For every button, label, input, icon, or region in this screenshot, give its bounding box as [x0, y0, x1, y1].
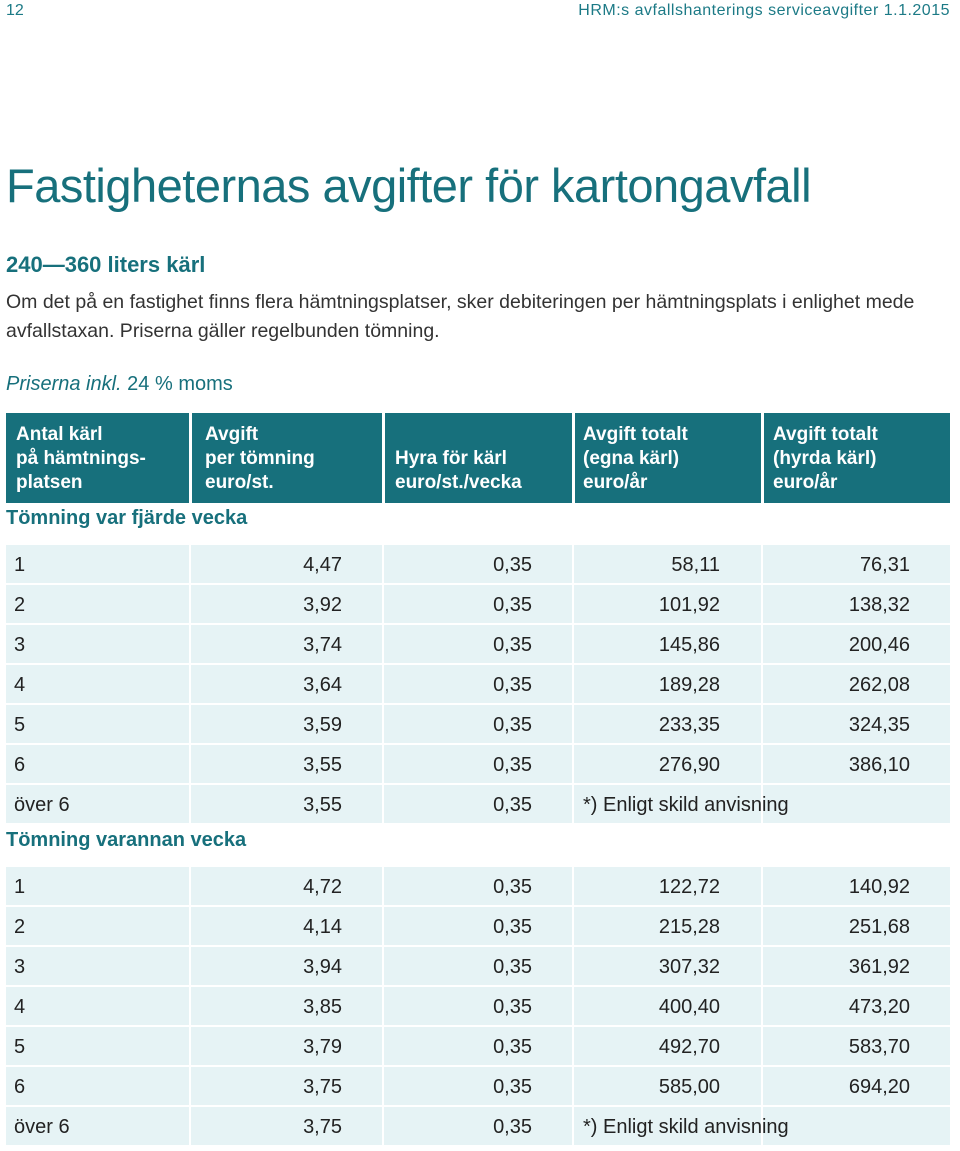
cell-divider [189, 907, 191, 945]
rent-cell: 0,35 [493, 714, 532, 736]
fee-cell: 3,92 [303, 594, 342, 616]
cell-divider [572, 1067, 574, 1105]
count-cell: 6 [14, 754, 26, 776]
header-divider [189, 413, 192, 503]
total-rented-cell: 361,92 [848, 956, 910, 978]
total-rented-cell: 140,92 [848, 876, 910, 898]
rent-cell: 0,35 [493, 554, 532, 576]
count-cell: 3 [14, 634, 26, 656]
total-rented-cell: 386,10 [848, 754, 910, 776]
count-cell: 2 [14, 916, 26, 938]
cell-divider [382, 705, 384, 743]
total-rented-cell: 694,20 [848, 1076, 910, 1098]
fee-cell: 3,94 [303, 956, 342, 978]
cell-divider [761, 705, 763, 743]
vat-note [6, 373, 233, 396]
table-row [6, 867, 950, 905]
total-own-cell: 492,70 [658, 1036, 720, 1058]
cell-divider [572, 625, 574, 663]
cell-divider [382, 545, 384, 583]
table-row-over-six [6, 1107, 950, 1145]
total-rented-cell: 324,35 [848, 714, 910, 736]
cell-divider [382, 785, 384, 823]
section-title: Tömning var fjärde vecka [6, 507, 248, 529]
table-row [6, 1067, 950, 1105]
cell-divider [189, 1027, 191, 1065]
total-own-cell: 400,40 [658, 996, 720, 1018]
cell-divider [189, 1107, 191, 1145]
fee-cell: 3,64 [303, 674, 342, 696]
cell-divider [572, 545, 574, 583]
total-rented-cell: 473,20 [848, 996, 910, 1018]
header-divider [572, 413, 575, 503]
count-cell: 5 [14, 1036, 26, 1058]
total-own-cell: 122,72 [658, 876, 720, 898]
rent-cell: 0,35 [493, 754, 532, 776]
cell-divider [761, 987, 763, 1025]
fee-cell: 3,79 [303, 1036, 342, 1058]
total-own-cell: 585,00 [658, 1076, 720, 1098]
container-size-subtitle: 240—360 liters kärl [6, 252, 206, 277]
cell-divider [761, 1067, 763, 1105]
cell-divider [382, 987, 384, 1025]
table-row [6, 745, 950, 783]
total-rented-cell: 251,68 [848, 916, 910, 938]
cell-divider [761, 665, 763, 703]
cell-divider [761, 947, 763, 985]
total-own-cell: 276,90 [658, 754, 720, 776]
total-rented-cell: 262,08 [848, 674, 910, 696]
cell-divider [382, 867, 384, 905]
rent-cell: 0,35 [493, 996, 532, 1018]
cell-divider [572, 665, 574, 703]
fee-table [6, 413, 950, 1147]
cell-divider [189, 1067, 191, 1105]
table-row [6, 947, 950, 985]
col-header-container-count: Antal kärl på hämtnings- platsen [16, 424, 146, 493]
fee-cell: 3,55 [303, 754, 342, 776]
table-row [6, 585, 950, 623]
cell-divider [572, 1027, 574, 1065]
cell-divider [761, 1027, 763, 1065]
cell-divider [572, 745, 574, 783]
cell-divider [189, 867, 191, 905]
fee-cell: 3,75 [303, 1116, 342, 1138]
cell-divider [761, 867, 763, 905]
count-cell: 1 [14, 876, 26, 898]
cell-divider [572, 585, 574, 623]
cell-divider [189, 947, 191, 985]
total-own-cell: 233,35 [658, 714, 720, 736]
total-own-cell: 101,92 [658, 594, 720, 616]
cell-divider [189, 745, 191, 783]
rent-cell: 0,35 [493, 916, 532, 938]
count-cell: över 6 [14, 1116, 70, 1138]
fee-cell: 3,74 [303, 634, 342, 656]
cell-divider [761, 907, 763, 945]
cell-divider [382, 665, 384, 703]
rent-cell: 0,35 [493, 1036, 532, 1058]
rent-cell: 0,35 [493, 674, 532, 696]
count-cell: 4 [14, 996, 26, 1018]
cell-divider [572, 867, 574, 905]
page-title: Fastigheternas avgifter för kartongavfall [6, 159, 812, 212]
total-own-cell: 58,11 [671, 554, 720, 576]
fee-cell: 4,14 [303, 916, 342, 938]
total-own-cell: 145,86 [658, 634, 720, 656]
table-row [6, 987, 950, 1025]
header-divider [382, 413, 385, 503]
cell-divider [761, 545, 763, 583]
special-instruction-note: *) Enligt skild anvisning [583, 794, 789, 816]
cell-divider [572, 907, 574, 945]
fee-cell: 3,75 [303, 1076, 342, 1098]
page-header [6, 0, 950, 24]
rent-cell: 0,35 [493, 794, 532, 816]
table-body [6, 503, 950, 1145]
table-header [6, 413, 950, 503]
cell-divider [382, 625, 384, 663]
count-cell: 6 [14, 1076, 26, 1098]
cell-divider [382, 1067, 384, 1105]
total-own-cell: 189,28 [658, 674, 720, 696]
cell-divider [189, 987, 191, 1025]
cell-divider [382, 585, 384, 623]
cell-divider [189, 705, 191, 743]
cell-divider [382, 1027, 384, 1065]
cell-divider [761, 625, 763, 663]
rent-cell: 0,35 [493, 634, 532, 656]
cell-divider [189, 545, 191, 583]
total-own-cell: 215,28 [658, 916, 720, 938]
vat-note-rate: 24 % moms [127, 373, 233, 395]
count-cell: 1 [14, 554, 26, 576]
count-cell: 4 [14, 674, 26, 696]
rent-cell: 0,35 [493, 876, 532, 898]
cell-divider [189, 785, 191, 823]
cell-divider [572, 705, 574, 743]
cell-divider [572, 987, 574, 1025]
vat-note-prefix: Priserna inkl. [6, 373, 122, 395]
count-cell: 2 [14, 594, 26, 616]
cell-divider [382, 745, 384, 783]
rent-cell: 0,35 [493, 1076, 532, 1098]
section-title: Tömning varannan vecka [6, 829, 247, 851]
table-row [6, 1027, 950, 1065]
cell-divider [761, 745, 763, 783]
cell-divider [572, 1107, 574, 1145]
col-header-total-rented: Avgift totalt (hyrda kärl) euro/år [773, 424, 878, 493]
fee-cell: 3,85 [303, 996, 342, 1018]
fee-cell: 4,72 [303, 876, 342, 898]
table-row [6, 545, 950, 583]
table-row [6, 705, 950, 743]
col-header-container-rent: Hyra för kärl euro/st./vecka [395, 448, 522, 493]
count-cell: 5 [14, 714, 26, 736]
rent-cell: 0,35 [493, 956, 532, 978]
rent-cell: 0,35 [493, 594, 532, 616]
col-header-fee-per-emptying: Avgift per tömning euro/st. [205, 424, 315, 493]
fee-cell: 3,55 [303, 794, 342, 816]
total-own-cell: 307,32 [658, 956, 720, 978]
cell-divider [382, 1107, 384, 1145]
page-number: 12 [6, 2, 24, 19]
table-row [6, 625, 950, 663]
document-title: HRM:s avfallshanterings serviceavgifter 1.1.2015 [578, 2, 950, 19]
cell-divider [572, 947, 574, 985]
cell-divider [189, 625, 191, 663]
cell-divider [761, 585, 763, 623]
total-rented-cell: 138,32 [848, 594, 910, 616]
header-divider [761, 413, 764, 503]
special-instruction-note: *) Enligt skild anvisning [583, 1116, 789, 1138]
cell-divider [382, 907, 384, 945]
total-rented-cell: 76,31 [859, 554, 910, 576]
cell-divider [189, 665, 191, 703]
col-header-total-own: Avgift totalt (egna kärl) euro/år [583, 424, 688, 493]
count-cell: över 6 [14, 794, 70, 816]
cell-divider [382, 947, 384, 985]
total-rented-cell: 200,46 [848, 634, 910, 656]
count-cell: 3 [14, 956, 26, 978]
intro-paragraph: Om det på en fastighet finns flera hämtningsplatser, sker debiteringen per hämtningsplats i enlighet mede avfallstaxan. Priserna gäller regelbunden tömning. [6, 291, 915, 342]
table-row-over-six [6, 785, 950, 823]
fee-cell: 4,47 [303, 554, 342, 576]
total-rented-cell: 583,70 [848, 1036, 910, 1058]
fee-cell: 3,59 [303, 714, 342, 736]
cell-divider [572, 785, 574, 823]
table-row [6, 907, 950, 945]
table-row [6, 665, 950, 703]
cell-divider [189, 585, 191, 623]
rent-cell: 0,35 [493, 1116, 532, 1138]
